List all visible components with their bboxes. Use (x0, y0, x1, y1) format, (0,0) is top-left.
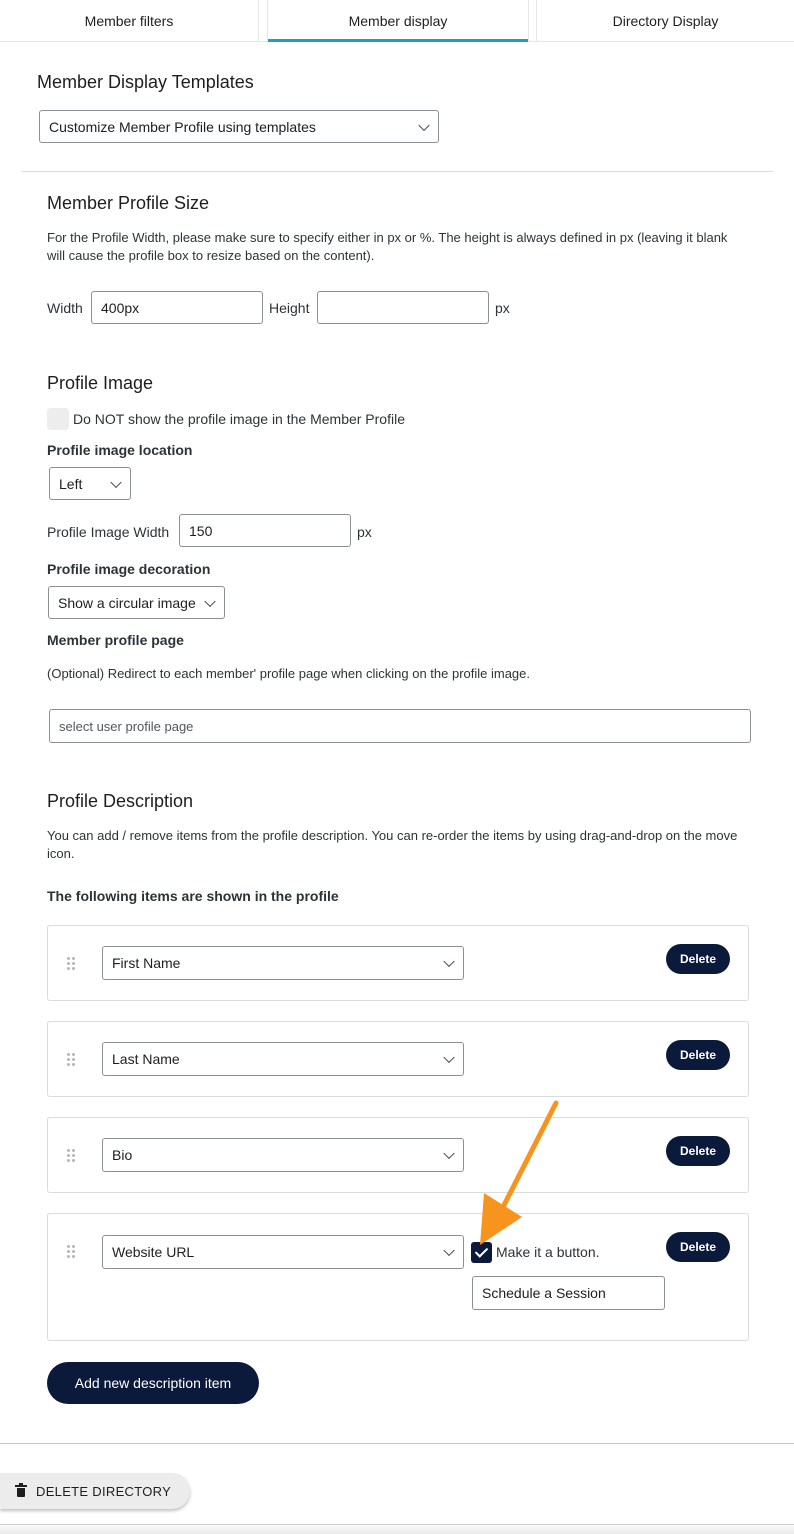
panel-bottom-border (0, 1443, 794, 1444)
description-item (47, 1021, 749, 1097)
delete-item-button[interactable]: Delete (666, 1232, 730, 1262)
image-width-label: Profile Image Width (47, 524, 170, 540)
width-label: Width (47, 300, 83, 316)
templates-select[interactable] (39, 110, 439, 143)
description-item (47, 1117, 749, 1193)
chevron-down-icon (443, 1148, 454, 1159)
item-field-select[interactable] (102, 946, 464, 980)
drag-handle-icon[interactable] (67, 1245, 77, 1259)
delete-item-button[interactable]: Delete (666, 1136, 730, 1166)
delete-item-button[interactable]: Delete (666, 944, 730, 974)
image-decoration-select[interactable] (48, 586, 225, 619)
chevron-down-icon (443, 1052, 454, 1063)
tab-bar (0, 0, 794, 42)
member-profile-page-label: Member profile page (47, 632, 184, 648)
chevron-down-icon (418, 119, 429, 130)
profile-description-text: You can add / remove items from the profile description. You can re-order the items by using drag-and-drop on the move icon. (47, 828, 738, 861)
items-heading: The following items are shown in the profile (47, 888, 339, 904)
delete-directory-label: DELETE DIRECTORY (36, 1483, 172, 1499)
profile-size-heading: Member Profile Size (47, 193, 210, 213)
add-description-item-button[interactable]: Add new description item (47, 1362, 259, 1404)
profile-width-input[interactable] (91, 291, 263, 324)
image-width-input[interactable] (179, 514, 351, 547)
profile-height-input[interactable] (317, 291, 489, 324)
chevron-down-icon (110, 476, 121, 487)
chevron-down-icon (443, 956, 454, 967)
delete-item-button[interactable]: Delete (666, 1040, 730, 1070)
trash-icon (16, 1485, 26, 1497)
image-width-value: 150 (189, 522, 213, 539)
window-footer (0, 1524, 794, 1534)
item-field-select[interactable] (102, 1042, 464, 1076)
tab-directory-display[interactable]: Directory Display (536, 0, 794, 42)
image-location-value: Left (59, 475, 83, 492)
profile-width-value: 400px (101, 299, 140, 316)
image-location-label: Profile image location (47, 442, 193, 458)
item-field-value: Website URL (112, 1244, 195, 1260)
profile-image-heading: Profile Image (47, 373, 154, 393)
chevron-down-icon (443, 1245, 454, 1256)
tab-member-filters[interactable]: Member filters (0, 0, 259, 42)
button-text-input[interactable] (472, 1276, 665, 1310)
section-divider (21, 171, 773, 172)
chevron-down-icon (204, 595, 215, 606)
button-text-value: Schedule a Session (482, 1285, 606, 1301)
profile-size-description: For the Profile Width, please make sure to specify either in px or %. The height is always defined in px (leaving it blank will cause the profile box to resize based on the content). (47, 230, 728, 263)
item-field-select[interactable] (102, 1235, 464, 1269)
image-width-unit: px (357, 524, 372, 540)
height-label: Height (269, 300, 310, 316)
image-location-select[interactable] (49, 467, 131, 500)
image-decoration-label: Profile image decoration (47, 561, 211, 577)
description-item (47, 1213, 749, 1341)
item-field-value: First Name (112, 955, 181, 971)
tab-member-display[interactable]: Member display (267, 0, 529, 42)
drag-handle-icon[interactable] (67, 1149, 77, 1163)
image-decoration-value: Show a circular image (58, 594, 196, 611)
height-unit: px (495, 300, 510, 316)
hide-profile-image-checkbox[interactable] (47, 408, 69, 430)
item-field-select[interactable] (102, 1138, 464, 1172)
profile-description-heading: Profile Description (47, 791, 194, 811)
hide-profile-image-label: Do NOT show the profile image in the Member Profile (73, 411, 405, 427)
profile-page-placeholder: select user profile page (59, 718, 194, 734)
delete-directory-button[interactable] (0, 1473, 190, 1509)
make-button-label: Make it a button. (496, 1244, 600, 1260)
drag-handle-icon[interactable] (67, 1053, 77, 1067)
templates-heading: Member Display Templates (37, 72, 254, 92)
member-profile-page-description: (Optional) Redirect to each member' profile page when clicking on the profile image. (47, 666, 531, 681)
drag-handle-icon[interactable] (67, 957, 77, 971)
annotation-arrow-icon (470, 1095, 570, 1255)
profile-page-select[interactable] (49, 709, 751, 743)
templates-select-value: Customize Member Profile using templates (49, 118, 316, 135)
item-field-value: Last Name (112, 1051, 180, 1067)
description-item (47, 925, 749, 1001)
item-field-value: Bio (112, 1147, 133, 1163)
